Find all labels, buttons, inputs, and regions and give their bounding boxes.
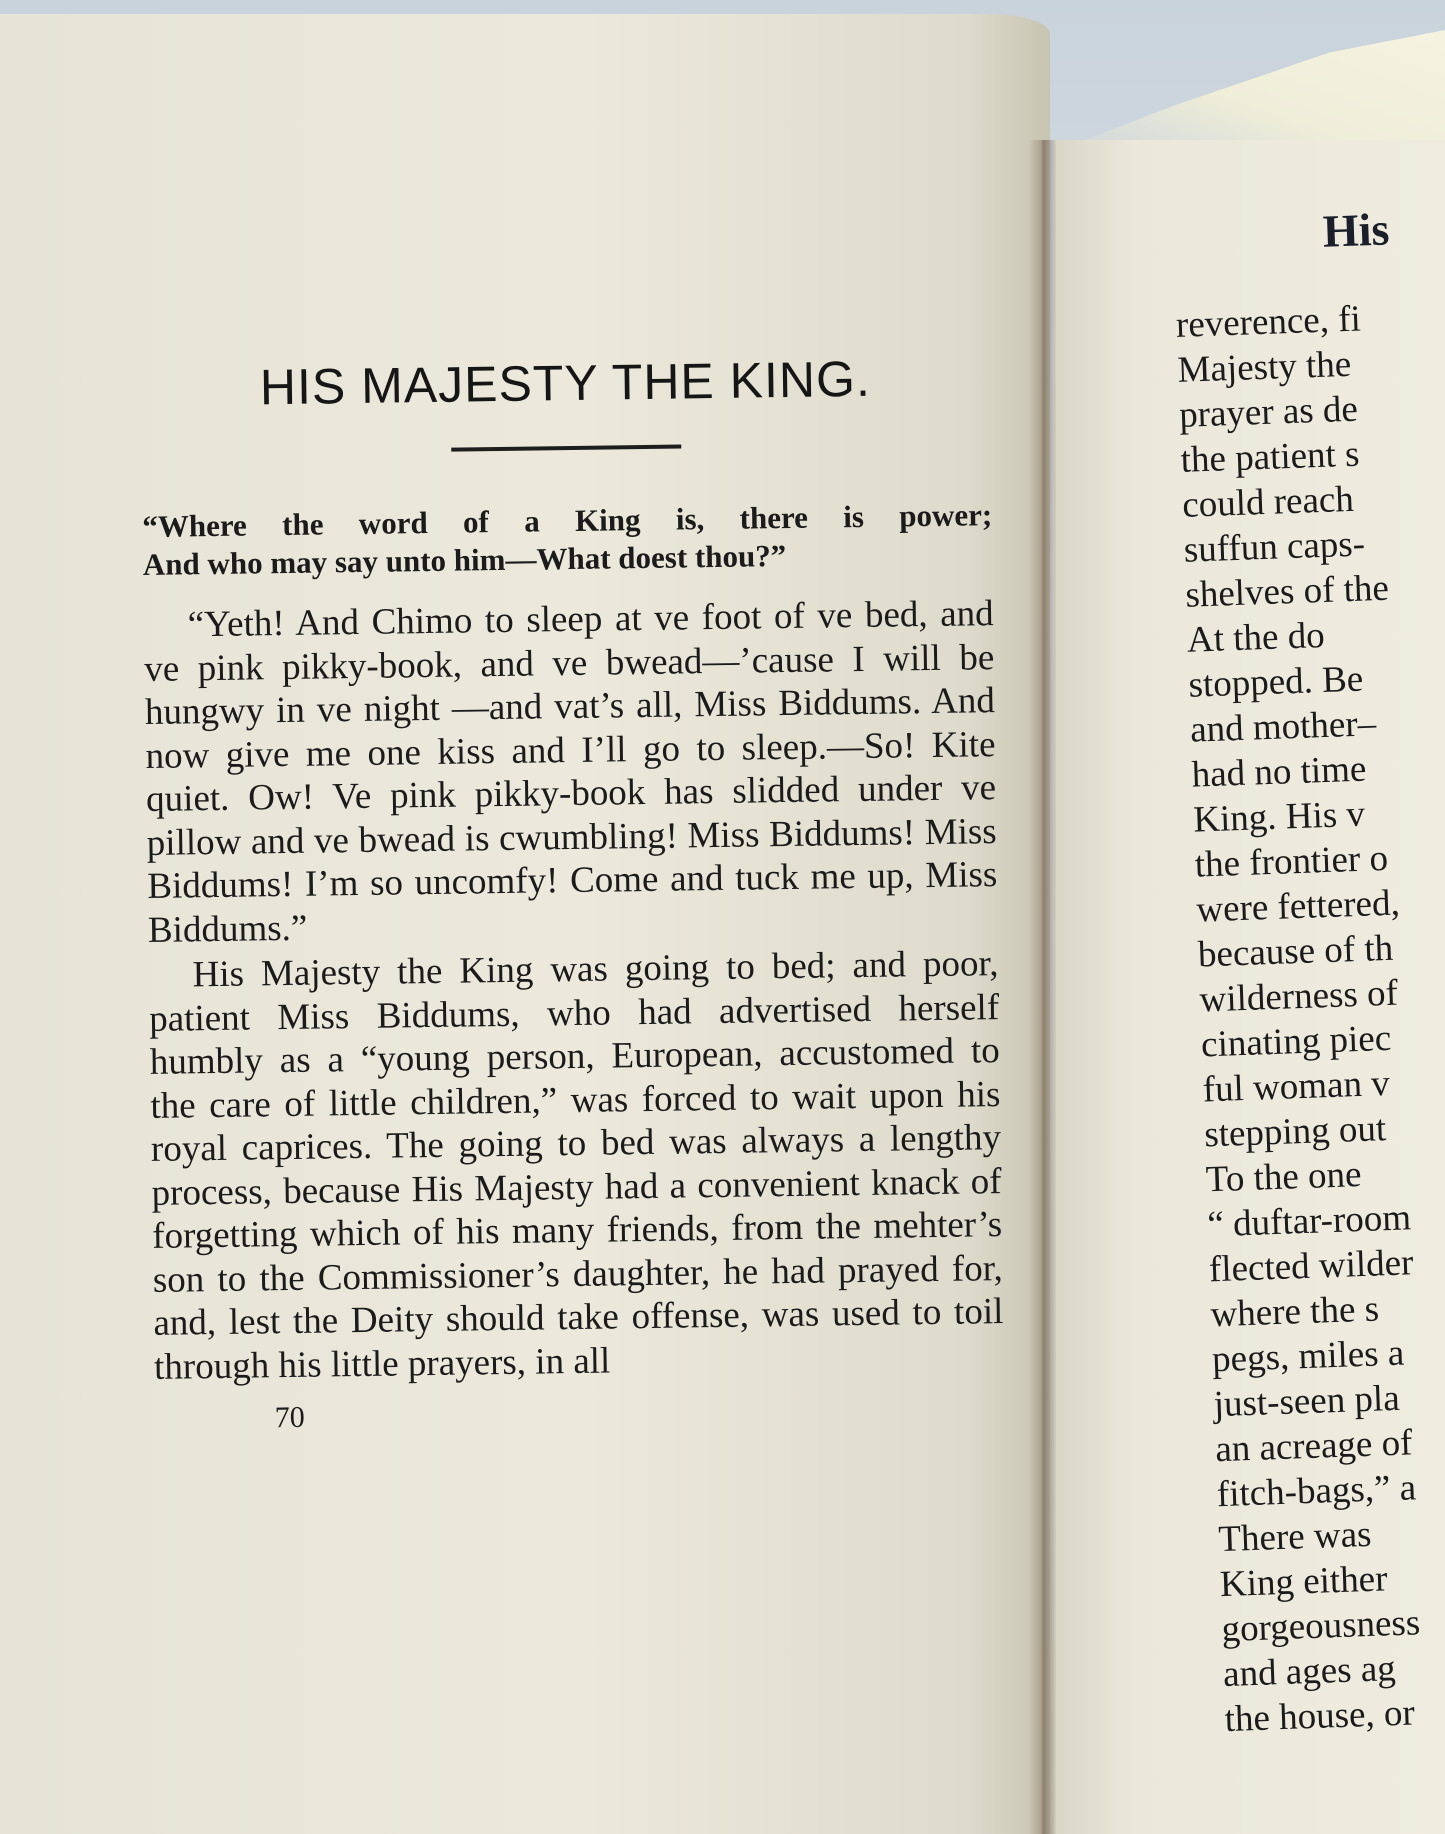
right-page-line: reverence, fi (1175, 298, 1362, 346)
right-page-line: prayer as de (1178, 388, 1359, 436)
title-rule (451, 444, 681, 451)
right-page-line: and mother– (1189, 703, 1377, 751)
right-page-line: To the one (1205, 1153, 1363, 1201)
right-page-clip (1056, 140, 1445, 1834)
right-page-line: the frontier o (1194, 837, 1389, 886)
paragraph: “Yeth! And Chimo to sleep at ve foot of ve bed, and ve pink pikky-book, and ve bwead—’cause I will be hungwy in ve night —and vat’s all, Miss Biddums. And now give me one kiss and I’ll go to sleep.—So! Kite quiet. Ow! Ve pink pikky-book has slidded under ve pillow and ve bwead is cwumbling! Miss Biddums! Miss Biddums! I’m so uncomfy! Come and tuck me up, Miss Biddums.” (144, 593, 998, 951)
right-page-line: At the do (1186, 614, 1326, 661)
right-page-line: ful woman v (1202, 1062, 1391, 1111)
right-page-line: flected wilder (1208, 1242, 1415, 1291)
epigraph-line: “Where the word of a King is, there is power; (142, 497, 993, 544)
right-page-line: just-seen pla (1213, 1377, 1401, 1426)
background-light (1060, 0, 1445, 150)
epigraph (142, 496, 993, 584)
right-page-line: King either (1219, 1558, 1389, 1606)
right-page-line: Majesty the (1176, 343, 1352, 391)
right-page-line: gorgeousness (1220, 1602, 1421, 1651)
right-page-line: fitch-bags,” a (1216, 1467, 1417, 1516)
right-page-line: There was (1217, 1513, 1373, 1561)
book-gutter (1028, 140, 1056, 1834)
right-page-line: were fettered, (1195, 882, 1401, 931)
right-page-line: King. His v (1192, 793, 1366, 841)
left-page-content (140, 348, 1005, 1437)
right-page-line: the house, or (1224, 1692, 1416, 1741)
right-page-line: an acreage of (1214, 1422, 1414, 1471)
paragraph: His Majesty the King was going to bed; and poor, patient Miss Biddums, who had advertised herself humbly as a “young person, European, accustomed to the care of little children,” was forced to wait upon his royal caprices. The going to bed was always a lengthy process, because His Majesty had a convenient knack of forgetting which of his many friends, from the mehter’s son to the Commissioner’s daughter, he had prayed for, and, lest the Deity should take offense, was used to toil through his little prayers, in all (148, 943, 1004, 1388)
right-page-line: suffun caps- (1183, 523, 1366, 571)
right-page-line: “ duftar-room (1206, 1197, 1412, 1246)
chapter-title: HIS MAJESTY THE KING. (259, 350, 872, 416)
right-page-line: cinating piec (1200, 1017, 1392, 1066)
right-page-line: because of th (1197, 927, 1394, 976)
right-page-line: could reach (1181, 478, 1355, 526)
right-page-content (1172, 195, 1445, 1742)
epigraph-line: And who may say unto him—What doest thou?” (142, 537, 787, 582)
right-page-line: stopped. Be (1187, 658, 1364, 706)
right-page-line: the patient s (1180, 433, 1361, 481)
page-number: 70 (274, 1400, 306, 1435)
right-page-lines (1175, 288, 1445, 1742)
running-head: His (1321, 203, 1391, 257)
right-page-line: pegs, miles a (1211, 1332, 1405, 1381)
right-page-line: stepping out (1203, 1108, 1387, 1156)
right-page-line: and ages ag (1222, 1648, 1397, 1696)
right-page-line: shelves of the (1184, 567, 1390, 616)
right-page-line: where the s (1209, 1288, 1380, 1336)
right-page-line: had no time (1191, 748, 1368, 796)
right-page-line: wilderness of (1198, 972, 1399, 1021)
body-text (143, 592, 1004, 1389)
